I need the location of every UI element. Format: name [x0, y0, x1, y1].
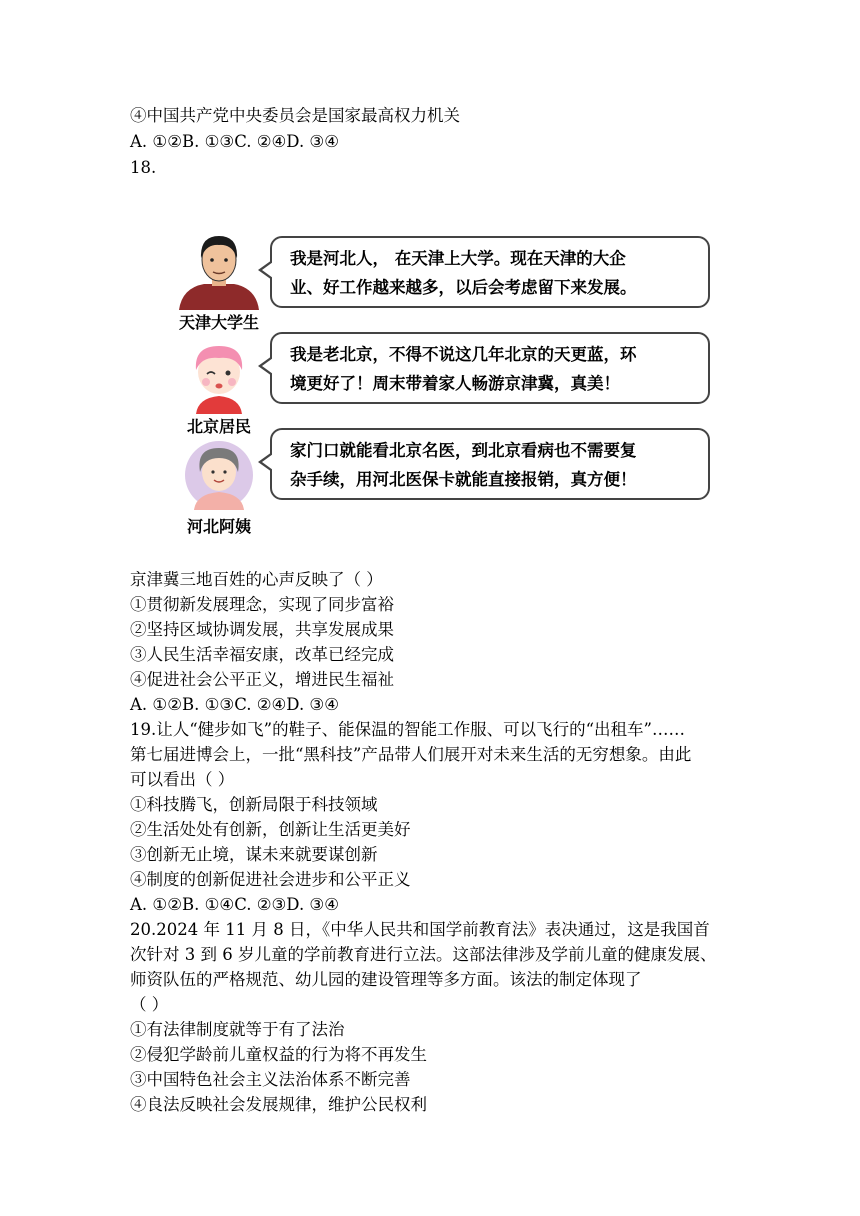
student-avatar [174, 230, 264, 310]
q18-number: 18. [130, 158, 157, 177]
q19-stem-line-3: 可以看出（ ） [130, 770, 235, 789]
q18-stem: 京津冀三地百姓的心声反映了（ ） [130, 570, 383, 589]
q20-item-1: ①有法律制度就等于有了法治 [130, 1020, 345, 1039]
q17-options: A. ①②B. ①③C. ②④D. ③④ [130, 132, 340, 151]
q20-stem-line-4: （ ） [130, 995, 169, 1014]
beijing-resident-avatar [174, 336, 264, 414]
hebei-auntie-speech-line-2: 杂手续，用河北医保卡就能直接报销，真方便！ [290, 470, 637, 489]
beijing-resident-name: 北京居民 [186, 417, 251, 436]
student-speech-line-1: 我是河北人， 在天津上大学。现在天津的大企 [290, 249, 626, 268]
student-name: 天津大学生 [178, 313, 259, 332]
q17-item-4: ④中国共产党中央委员会是国家最高权力机关 [130, 106, 460, 125]
q19-item-3: ③创新无止境，谋未来就要谋创新 [130, 845, 378, 864]
q18-options: A. ①②B. ①③C. ②④D. ③④ [130, 695, 340, 714]
q19-item-4: ④制度的创新促进社会进步和公平正义 [130, 870, 411, 889]
q19-options: A. ①②B. ①④C. ②③D. ③④ [130, 895, 340, 914]
q19-stem-line-1: 19.让人“健步如飞”的鞋子、能保温的智能工作服、可以飞行的“出租车”…… [130, 720, 685, 739]
q20-stem-line-2: 次针对 3 到 6 岁儿童的学前教育进行立法。这部法律涉及学前儿童的健康发展、 [130, 945, 717, 964]
q20-stem-line-3: 师资队伍的严格规范、幼儿园的建设管理等多方面。该法的制定体现了 [130, 970, 642, 989]
q20-item-2: ②侵犯学龄前儿童权益的行为将不再发生 [130, 1045, 427, 1064]
q18-item-3: ③人民生活幸福安康，改革已经完成 [130, 645, 394, 664]
q20-item-3: ③中国特色社会主义法治体系不断完善 [130, 1070, 411, 1089]
student-speech-line-2: 业、好工作越来越多，以后会考虑留下来发展。 [290, 278, 637, 297]
q19-item-1: ①科技腾飞，创新局限于科技领域 [130, 795, 378, 814]
hebei-auntie-name: 河北阿姨 [186, 517, 251, 536]
q18-item-1: ①贯彻新发展理念，实现了同步富裕 [130, 595, 394, 614]
student-speech-bubble [270, 236, 710, 308]
q20-stem-line-1: 20.2024 年 11 月 8 日，《中华人民共和国学前教育法》表决通过，这是我国首 [130, 920, 710, 939]
hebei-auntie-avatar [174, 440, 264, 510]
q18-item-4: ④促进社会公平正义，增进民生福祉 [130, 670, 394, 689]
beijing-resident-speech-line-1: 我是老北京，不得不说这几年北京的天更蓝，环 [290, 345, 637, 364]
q18-item-2: ②坚持区域协调发展，共享发展成果 [130, 620, 394, 639]
q19-item-2: ②生活处处有创新，创新让生活更美好 [130, 820, 411, 839]
q18-figure [174, 228, 714, 538]
beijing-resident-speech-bubble [270, 332, 710, 404]
hebei-auntie-speech-line-1: 家门口就能看北京名医，到北京看病也不需要复 [290, 441, 637, 460]
beijing-resident-speech-line-2: 境更好了！周末带着家人畅游京津冀，真美！ [290, 374, 620, 393]
hebei-auntie-speech-bubble [270, 428, 710, 500]
q19-stem-line-2: 第七届进博会上，一批“黑科技”产品带人们展开对未来生活的无穷想象。由此 [130, 745, 692, 764]
q20-item-4: ④良法反映社会发展规律，维护公民权利 [130, 1095, 427, 1114]
